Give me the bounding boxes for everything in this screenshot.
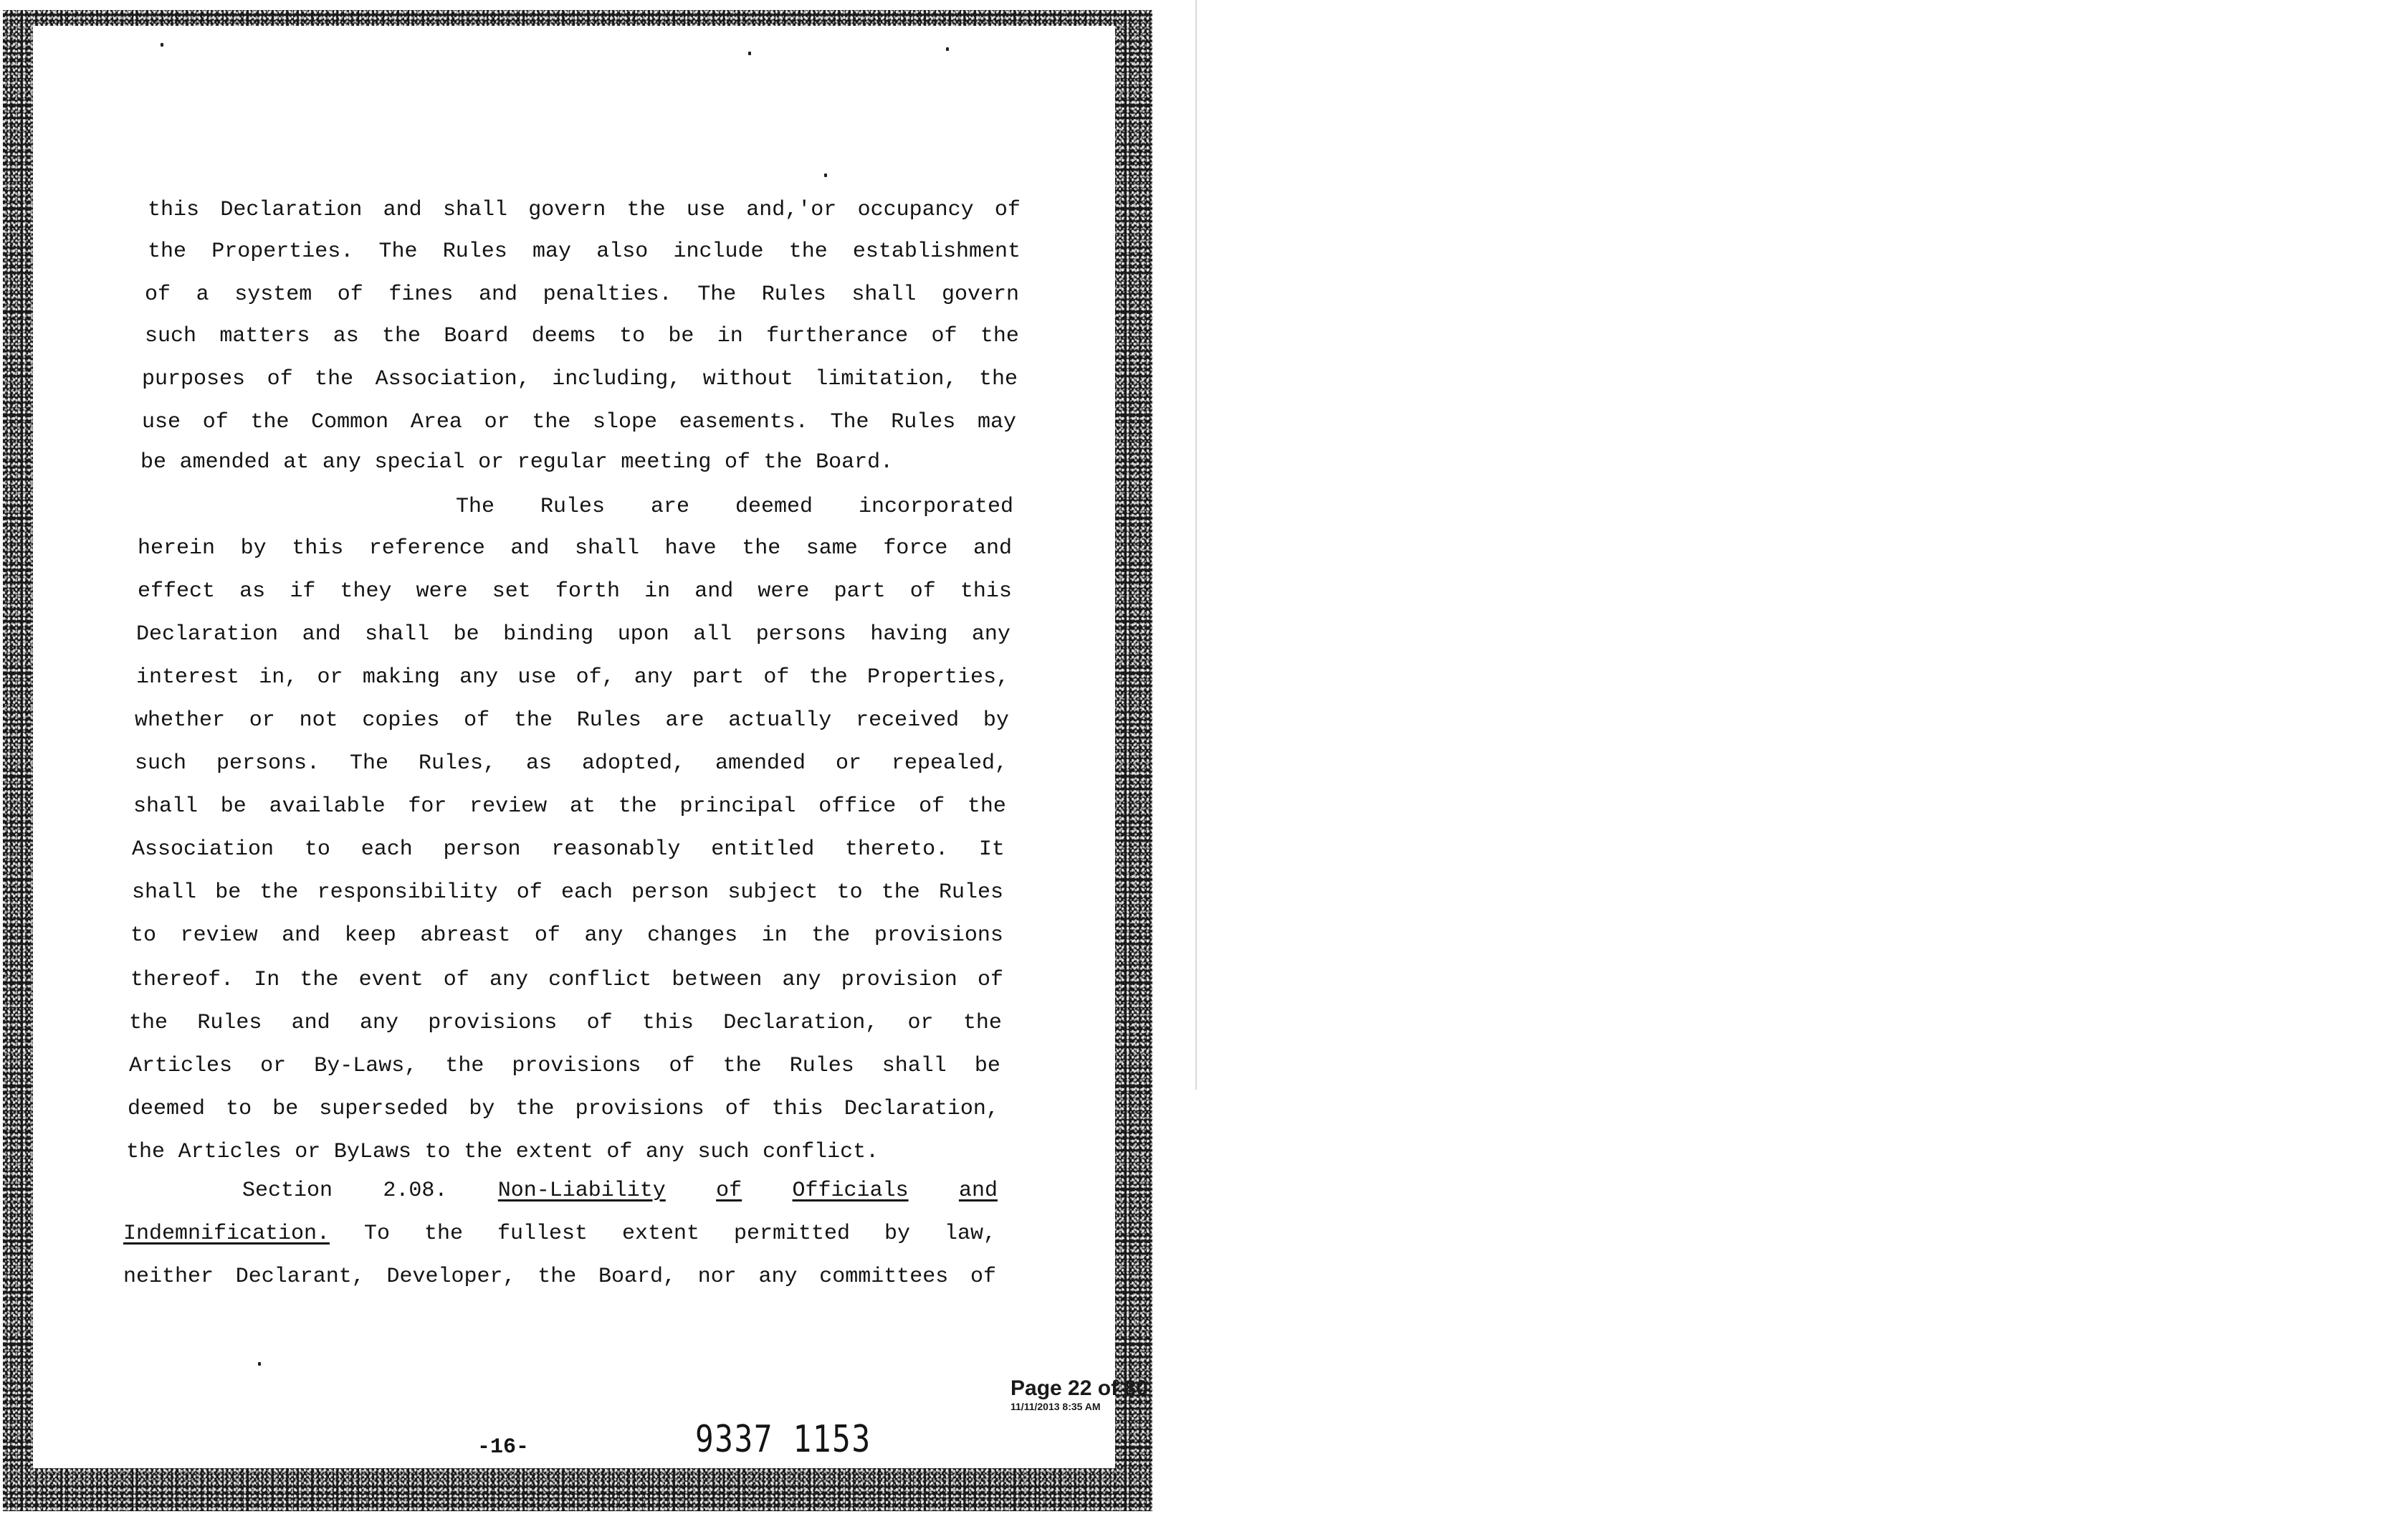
word: the [424, 1222, 464, 1246]
word: provisions [874, 923, 1003, 948]
word: Rules [789, 1054, 854, 1078]
word: persons [755, 622, 846, 647]
word: all [693, 622, 732, 647]
word: Declaration [136, 622, 279, 647]
word: responsibility [317, 880, 498, 905]
word: use [686, 198, 725, 222]
word: provisions [428, 1011, 558, 1035]
word: interest [136, 665, 240, 690]
word: this [292, 536, 344, 561]
word: in [761, 923, 788, 948]
word: include [673, 239, 764, 264]
word: To [364, 1222, 391, 1246]
word: furtherance [766, 324, 909, 348]
word: thereof. [130, 968, 234, 992]
word: occupancy [857, 198, 974, 222]
text-line [142, 366, 1018, 393]
word: superseded [319, 1097, 449, 1121]
word: review [180, 923, 258, 948]
word: It [978, 837, 1005, 862]
word: purposes [142, 367, 246, 391]
word: changes [647, 923, 738, 948]
word: or [835, 751, 861, 776]
word: amended [179, 450, 270, 475]
word: deemed [735, 495, 813, 519]
word: of [516, 880, 543, 905]
scan-speck [824, 173, 827, 177]
word: the [962, 1011, 1002, 1035]
word: Board. [816, 450, 894, 475]
word: the [382, 324, 421, 348]
word: use [517, 665, 557, 690]
word: the [513, 708, 553, 733]
word: part [833, 579, 886, 604]
word: Board [444, 324, 509, 348]
word: fines [388, 282, 454, 307]
text-line [130, 966, 1003, 994]
word: to [424, 1140, 451, 1164]
word: such [697, 1140, 750, 1164]
word: conflict. [763, 1140, 879, 1164]
word: by [983, 708, 1009, 733]
word: ByLaws [333, 1140, 411, 1164]
word: and [291, 1011, 330, 1035]
word: such [135, 751, 187, 776]
word: Rules, [418, 751, 496, 776]
word: by [240, 536, 267, 561]
word: Officials [792, 1179, 909, 1203]
word: available [269, 794, 386, 819]
stamp-timestamp: 11/11/2013 8:35 AM [1010, 1401, 1101, 1412]
word: of, [575, 665, 615, 690]
word: Declarant, [235, 1265, 365, 1289]
word: or [478, 450, 505, 475]
word: of [443, 968, 469, 992]
book-page-number: 9337 1153 [695, 1418, 871, 1461]
word: provision [841, 968, 957, 992]
scan-speck [748, 52, 751, 55]
word: The [378, 239, 418, 264]
word: and [383, 198, 422, 222]
word: this [641, 1011, 694, 1035]
word: special [374, 450, 465, 475]
scan-speck [161, 43, 163, 47]
word: as [333, 324, 359, 348]
word: have [664, 536, 717, 561]
word: this [960, 579, 1012, 604]
word: nor [697, 1265, 737, 1289]
word: shall [442, 198, 507, 222]
word: of [763, 665, 790, 690]
word: keep [344, 923, 396, 948]
word: actually [728, 708, 832, 733]
word: a [196, 282, 209, 307]
text-line [142, 409, 1016, 436]
word: of [202, 410, 229, 434]
word: at [569, 794, 596, 819]
word: shall [133, 794, 199, 819]
word: Rules [540, 495, 605, 519]
word: govern [941, 282, 1019, 307]
word: Association, [375, 367, 530, 391]
word: Rules [938, 880, 1003, 905]
word: the [763, 450, 803, 475]
word: matters [219, 324, 310, 348]
word: thereto. [845, 837, 949, 862]
text-line [126, 1138, 998, 1166]
word: be [140, 450, 167, 475]
word: easements. [679, 410, 808, 434]
word: By-Laws, [314, 1054, 418, 1078]
word: in [644, 579, 671, 604]
word: the [250, 410, 290, 434]
text-line [140, 449, 1015, 476]
word: Rules [197, 1011, 262, 1035]
word: to [304, 837, 330, 862]
word: establishment [852, 239, 1021, 264]
word: fullest [497, 1222, 588, 1246]
word: meeting [621, 450, 712, 475]
word: law, [944, 1222, 996, 1246]
word: of [606, 1140, 633, 1164]
text-line [135, 750, 1008, 777]
word: Rules [891, 410, 956, 434]
word: the [445, 1054, 484, 1078]
word: any [359, 1011, 398, 1035]
stamp-page-count: Page 22 of 80 [1010, 1376, 1148, 1400]
word: the [722, 1054, 762, 1078]
word: any [322, 450, 361, 475]
word: subject [727, 880, 818, 905]
word: and [973, 536, 1012, 561]
word: the [788, 239, 828, 264]
word: of [716, 1179, 742, 1203]
word: as [525, 751, 552, 776]
word: adopted, [581, 751, 685, 776]
word: between [672, 968, 763, 992]
text-line [132, 879, 1003, 906]
word: Association [132, 837, 274, 862]
text-line [135, 707, 1009, 734]
word: penalties. [543, 282, 672, 307]
text-line [129, 1009, 1002, 1037]
word: also [596, 239, 649, 264]
word: Board, [598, 1265, 677, 1289]
word: be [974, 1054, 1000, 1078]
word: repealed, [891, 751, 1008, 776]
word: effect [138, 579, 216, 604]
word: at [283, 450, 310, 475]
word: for [408, 794, 447, 819]
word: conflict [548, 968, 652, 992]
text-line [145, 323, 1019, 350]
word: of [464, 708, 490, 733]
word: office [818, 794, 897, 819]
word: be [215, 880, 242, 905]
word: and [478, 282, 517, 307]
word: whether [135, 708, 226, 733]
word: of [267, 367, 293, 391]
text-line [128, 1095, 999, 1123]
word: of [534, 923, 560, 948]
word: in [717, 324, 743, 348]
document-body [33, 26, 1115, 1468]
word: any [971, 622, 1010, 647]
word: the [148, 239, 187, 264]
word: the [967, 794, 1006, 819]
text-line [138, 535, 1012, 562]
word: of [909, 579, 936, 604]
text-line [129, 1052, 1000, 1080]
word: Articles [178, 1140, 282, 1164]
word: as [239, 579, 266, 604]
word: Rules [761, 282, 826, 307]
word: to [130, 923, 157, 948]
word: not [299, 708, 338, 733]
word: without [702, 367, 793, 391]
word: In [254, 968, 280, 992]
word: the [980, 324, 1019, 348]
word: in, [259, 665, 298, 690]
word: shall [851, 282, 917, 307]
word: of [919, 794, 945, 819]
word: the [978, 367, 1018, 391]
word: are [650, 495, 689, 519]
text-line [130, 922, 1003, 949]
word: the [626, 198, 666, 222]
word: same [806, 536, 858, 561]
word: if [290, 579, 316, 604]
text-line [132, 836, 1005, 863]
word: deems [531, 324, 596, 348]
word: and [282, 923, 321, 948]
word: system [234, 282, 312, 307]
word: any [782, 968, 821, 992]
word: shall [882, 1054, 947, 1078]
word: incorporated [858, 495, 1013, 519]
word: event [358, 968, 424, 992]
word: provisions [512, 1054, 641, 1078]
text-line [242, 1177, 998, 1204]
word: such [145, 324, 197, 348]
word: entitled [711, 837, 815, 862]
word: shall [365, 622, 430, 647]
word: any [758, 1265, 798, 1289]
word: the [515, 1097, 555, 1121]
text-line [136, 621, 1010, 648]
word: persons. [216, 751, 320, 776]
word: upon [617, 622, 669, 647]
word: of [977, 968, 1003, 992]
word: or [317, 665, 343, 690]
word: the [464, 1140, 503, 1164]
text-line [148, 238, 1021, 265]
word: deemed [128, 1097, 206, 1121]
word: herein [138, 536, 216, 561]
word: may [532, 239, 571, 264]
word: and [694, 579, 734, 604]
word: and [958, 1179, 998, 1203]
text-line [456, 493, 1013, 520]
word: the [618, 794, 657, 819]
word: reference [368, 536, 485, 561]
word: and [510, 536, 550, 561]
word: use [142, 410, 181, 434]
word: any [584, 923, 624, 948]
word: the [126, 1140, 166, 1164]
word: person [631, 880, 710, 905]
word: reasonably [551, 837, 681, 862]
word: were [758, 579, 810, 604]
word: having [870, 622, 948, 647]
word: The [456, 495, 495, 519]
word: were [416, 579, 468, 604]
word: regular [517, 450, 608, 475]
word: the [881, 880, 920, 905]
word: of [970, 1265, 996, 1289]
word: Properties. [211, 239, 354, 264]
word: or [249, 708, 275, 733]
word: forth [555, 579, 620, 604]
word: any [459, 665, 499, 690]
word: of [586, 1011, 613, 1035]
word: Indemnification. [123, 1222, 330, 1246]
word: the [811, 923, 851, 948]
word: Section [242, 1179, 333, 1203]
word: any [645, 1140, 684, 1164]
word: the [532, 410, 571, 434]
word: the [259, 880, 299, 905]
word: slope [593, 410, 658, 434]
word: The [349, 751, 388, 776]
word: Declaration, [723, 1011, 879, 1035]
word: the [300, 968, 339, 992]
word: or [260, 1054, 287, 1078]
word: permitted [733, 1222, 851, 1246]
word: committees [819, 1265, 949, 1289]
text-line [138, 578, 1012, 605]
document-page [33, 26, 1115, 1468]
word: may [977, 410, 1016, 434]
word: force [883, 536, 948, 561]
word: neither [123, 1265, 214, 1289]
word: or [907, 1011, 934, 1035]
text-line [123, 1220, 996, 1247]
word: by [469, 1097, 495, 1121]
word: The [830, 410, 869, 434]
word: the [808, 665, 848, 690]
word: to [619, 324, 646, 348]
word: including, [552, 367, 682, 391]
word: principal [679, 794, 796, 819]
word: Declaration, [844, 1097, 999, 1121]
word: to [836, 880, 863, 905]
word: shall [132, 880, 197, 905]
word: are [665, 708, 704, 733]
word: person [443, 837, 521, 862]
word: of [724, 450, 750, 475]
word: received [856, 708, 960, 733]
word: the [129, 1011, 168, 1035]
word: shall [575, 536, 640, 561]
word: abreast [420, 923, 511, 948]
word: Declaration [220, 198, 363, 222]
word: be [220, 794, 247, 819]
word: and,'or [746, 198, 837, 222]
word: Properties, [866, 665, 1009, 690]
word: of [931, 324, 957, 348]
word: they [340, 579, 392, 604]
word: copies [362, 708, 440, 733]
word: extent [515, 1140, 593, 1164]
word: provisions [575, 1097, 704, 1121]
word: the [315, 367, 354, 391]
word: of [669, 1054, 695, 1078]
word: and [302, 622, 341, 647]
word: this [771, 1097, 823, 1121]
word: of [145, 282, 171, 307]
word: or [295, 1140, 321, 1164]
word: Common [311, 410, 389, 434]
word: by [884, 1222, 910, 1246]
word: extent [621, 1222, 700, 1246]
word: limitation, [815, 367, 957, 391]
scan-speck [258, 1362, 261, 1366]
word: amended [715, 751, 806, 776]
word: any [634, 665, 673, 690]
text-line [136, 664, 1009, 691]
word: the [538, 1265, 577, 1289]
page-number: -16- [477, 1435, 530, 1460]
word: set [492, 579, 531, 604]
viewer-divider [1195, 0, 1197, 1090]
word: The [697, 282, 737, 307]
word: making [362, 665, 440, 690]
word: review [469, 794, 548, 819]
word: be [668, 324, 694, 348]
text-line [133, 793, 1006, 820]
word: Area [410, 410, 462, 434]
word: Developer, [386, 1265, 516, 1289]
word: each [560, 880, 613, 905]
scan-speck [946, 47, 949, 51]
text-line [123, 1263, 996, 1290]
word: the [742, 536, 781, 561]
word: Articles [129, 1054, 233, 1078]
text-line [145, 281, 1019, 308]
word: be [453, 622, 479, 647]
word: Rules [576, 708, 641, 733]
word: of [725, 1097, 751, 1121]
word: of [337, 282, 363, 307]
word: to [226, 1097, 252, 1121]
word: Non-Liability [497, 1179, 666, 1203]
word: Rules [442, 239, 507, 264]
recording-stamp [1010, 1376, 1148, 1412]
word: be [272, 1097, 299, 1121]
text-line [148, 196, 1021, 224]
word: part [692, 665, 745, 690]
word: govern [528, 198, 606, 222]
word: binding [503, 622, 594, 647]
word: any [489, 968, 528, 992]
word: each [360, 837, 413, 862]
word: this [148, 198, 200, 222]
word: or [484, 410, 510, 434]
word: of [994, 198, 1021, 222]
word: 2.08. [383, 1179, 448, 1203]
